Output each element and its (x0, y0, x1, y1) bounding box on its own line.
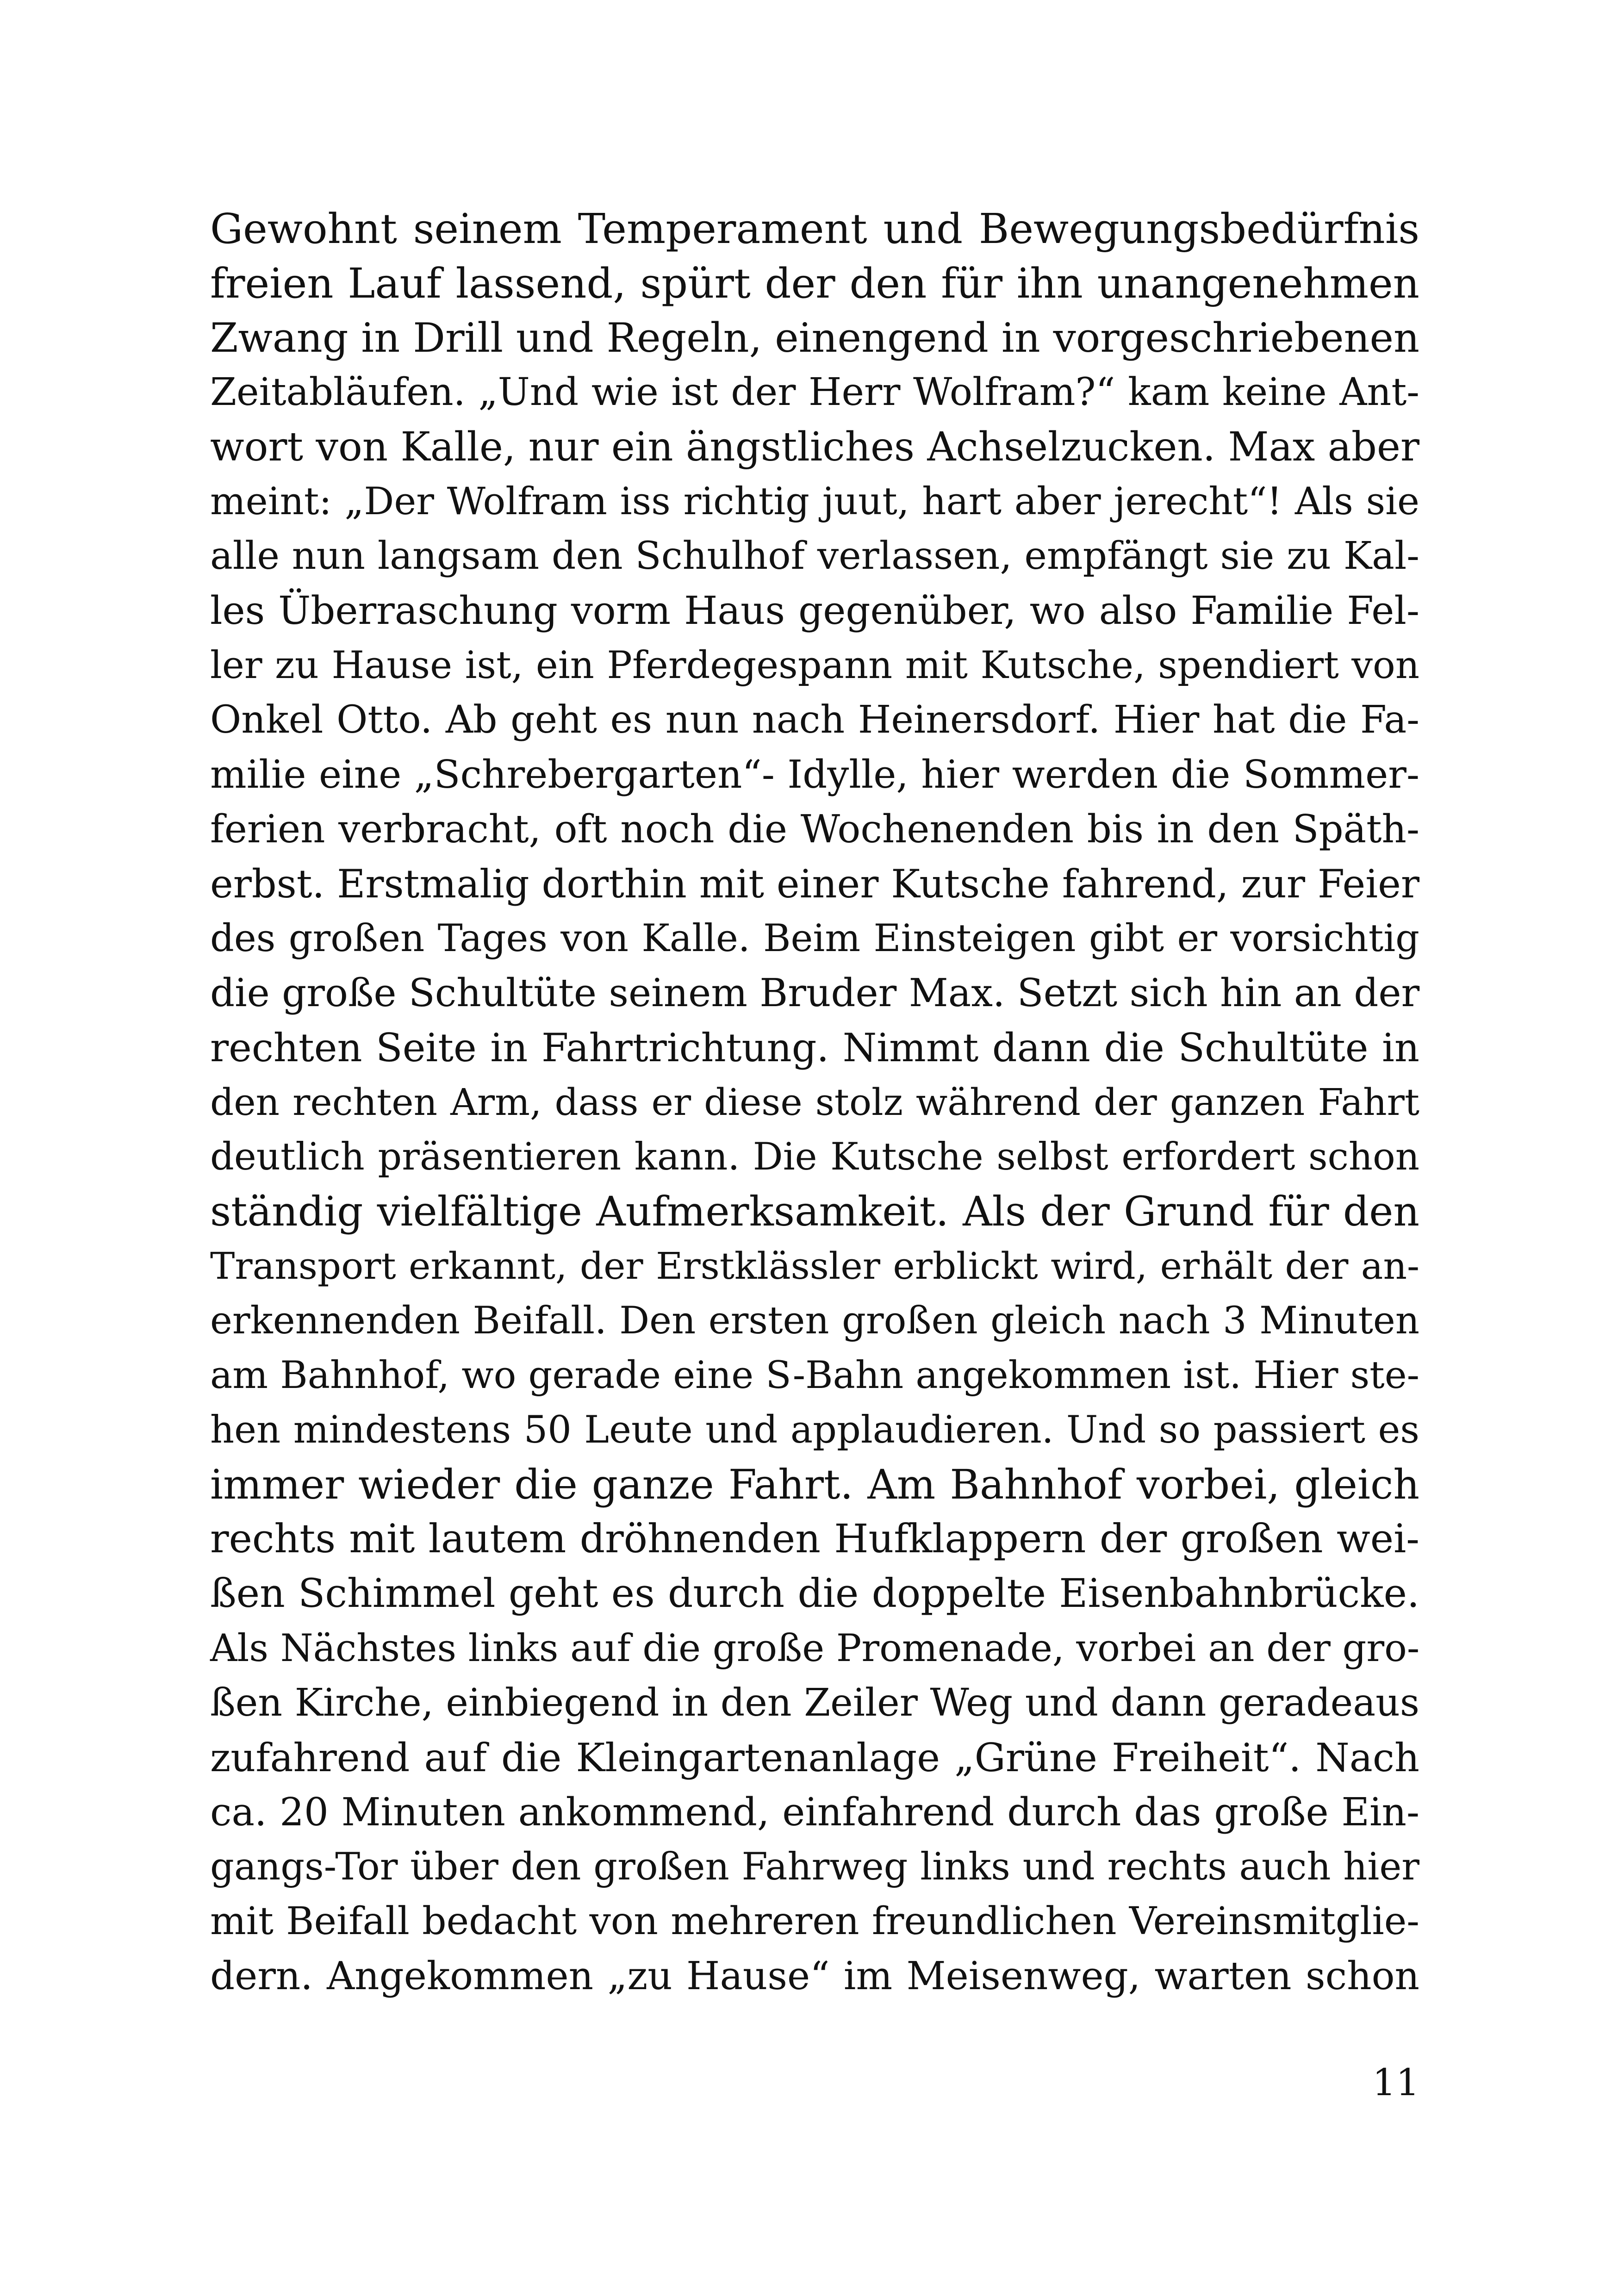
text-line: zufahrend auf die Kleingartenanlage „Grüne Freiheit“. Nach (210, 1735, 1419, 1780)
text-line: alle nun langsam den Schulhof verlassen, empfängt sie zu Kal- (210, 534, 1419, 578)
text-line: mit Beifall bedacht von mehreren freundlichen Vereinsmitglie- (210, 1899, 1419, 1943)
page-number: 11 (1372, 2061, 1419, 2104)
text-line: ferien verbracht, oft noch die Wochenenden bis in den Späth- (210, 807, 1419, 852)
text-line: milie eine „Schrebergarten“- Idylle, hier werden die Sommer- (210, 752, 1419, 797)
text-line: Zwang in Drill und Regeln, einengend in vorgeschriebenen (210, 314, 1419, 361)
text-line: erkennenden Beifall. Den ersten großen gleich nach 3 Minuten (210, 1299, 1419, 1343)
text-line: les Überraschung vorm Haus gegenüber, wo also Familie Fel- (210, 588, 1419, 633)
text-line: meint: „Der Wolfram iss richtig juut, hart aber jerecht“! Als sie (210, 480, 1419, 523)
text-line: immer wieder die ganze Fahrt. Am Bahnhof vorbei, gleich (210, 1461, 1419, 1508)
text-line: die große Schultüte seinem Bruder Max. Setzt sich hin an der (210, 971, 1420, 1015)
text-line: rechten Seite in Fahrtrichtung. Nimmt dann die Schultüte in (210, 1025, 1419, 1070)
body-text (210, 201, 1419, 2004)
text-line: ler zu Hause ist, ein Pferdegespann mit Kutsche, spendiert von (210, 644, 1419, 687)
text-line: gangs-Tor über den großen Fahrweg links und rechts auch hier (210, 1845, 1419, 1889)
text-line: den rechten Arm, dass er diese stolz während der ganzen Fahrt (210, 1081, 1419, 1124)
text-line: Zeitabläufen. „Und wie ist der Herr Wolfram?“ kam keine Ant- (210, 370, 1419, 414)
text-line: Transport erkannt, der Erstklässler erblickt wird, erhält der an- (210, 1244, 1419, 1288)
text-line: ständig vielfältige Aufmerksamkeit. Als der Grund für den (210, 1188, 1419, 1235)
text-line: dern. Angekommen „zu Hause“ im Meisenweg, warten schon (210, 1954, 1419, 1998)
text-line: Als Nächstes links auf die große Promenade, vorbei an der gro- (210, 1627, 1420, 1670)
text-line: ßen Kirche, einbiegend in den Zeiler Weg und dann geradeaus (210, 1681, 1419, 1725)
text-line: Onkel Otto. Ab geht es nun nach Heinersdorf. Hier hat die Fa- (210, 698, 1419, 742)
text-line: am Bahnhof, wo gerade eine S-Bahn angekommen ist. Hier ste- (210, 1354, 1419, 1397)
text-line: des großen Tages von Kalle. Beim Einsteigen gibt er vorsichtig (210, 917, 1419, 960)
text-line: ßen Schimmel geht es durch die doppelte Eisenbahnbrücke. (210, 1571, 1419, 1617)
text-line: erbst. Erstmalig dorthin mit einer Kutsche fahrend, zur Feier (210, 861, 1419, 907)
text-line: rechts mit lautem dröhnenden Hufklappern der großen wei- (210, 1516, 1419, 1562)
text-line: deutlich präsentieren kann. Die Kutsche selbst erfordert schon (210, 1135, 1419, 1179)
text-line: Gewohnt seinem Temperament und Bewegungsbedürfnis (210, 205, 1419, 253)
text-line: wort von Kalle, nur ein ängstliches Achselzucken. Max aber (210, 424, 1419, 470)
text-line: hen mindestens 50 Leute und applaudieren. Und so passiert es (210, 1408, 1419, 1452)
text-line: freien Lauf lassend, spürt der den für ihn unangenehmen (210, 259, 1419, 307)
text-line: ca. 20 Minuten ankommend, einfahrend durch das große Ein- (210, 1790, 1419, 1835)
